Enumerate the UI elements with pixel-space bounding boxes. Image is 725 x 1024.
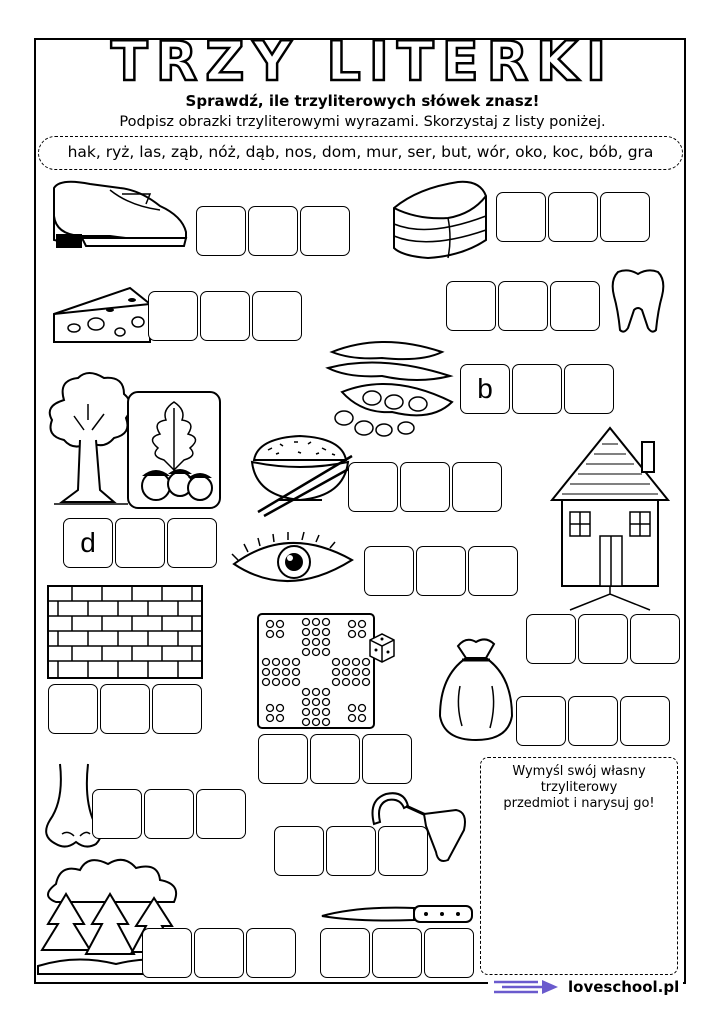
letter-box[interactable]: [152, 684, 202, 734]
letter-box[interactable]: [274, 826, 324, 876]
answer-row-cheese: [148, 291, 302, 341]
page-subtitle: Sprawdź, ile trzyliterowych słówek znasz!: [185, 92, 540, 110]
letter-box[interactable]: [446, 281, 496, 331]
page-title: TRZY LITERKI: [110, 30, 615, 93]
letter-box[interactable]: [362, 734, 412, 784]
eye-icon: [228, 530, 358, 594]
beans-icon: [322, 332, 458, 440]
letter-box[interactable]: [142, 928, 192, 978]
answer-row-beans: [460, 364, 614, 414]
letter-box[interactable]: [258, 734, 308, 784]
rice-bowl-icon: [248, 426, 358, 518]
answer-row-tooth: [446, 281, 600, 331]
letter-box[interactable]: [600, 192, 650, 242]
letter-box[interactable]: [468, 546, 518, 596]
answer-row-blanket: [496, 192, 650, 242]
letter-box[interactable]: d: [63, 518, 113, 568]
letter-box[interactable]: [148, 291, 198, 341]
letter-box[interactable]: [548, 192, 598, 242]
instruction-text: Podpisz obrazki trzyliterowymi wyrazami. Skorzystaj z listy poniżej.: [119, 114, 606, 130]
blanket-icon: [388, 178, 492, 264]
letter-box[interactable]: [378, 826, 428, 876]
letter-box[interactable]: [100, 684, 150, 734]
letter-box[interactable]: [424, 928, 474, 978]
letter-box[interactable]: [452, 462, 502, 512]
answer-row-eye: [364, 546, 518, 596]
letter-box[interactable]: [167, 518, 217, 568]
letter-box[interactable]: [416, 546, 466, 596]
letter-box[interactable]: [48, 684, 98, 734]
oak-leaf-icon: [126, 390, 222, 510]
answer-row-sack: [516, 696, 670, 746]
letter-box[interactable]: [326, 826, 376, 876]
answer-row-shoe: [196, 206, 350, 256]
letter-box[interactable]: [196, 206, 246, 256]
answer-row-forest: [142, 928, 296, 978]
draw-instruction-line: trzyliterowy: [540, 780, 618, 795]
draw-instruction-line: Wymyśl swój własny: [512, 764, 646, 779]
knife-icon: [318, 900, 478, 930]
letter-box[interactable]: [512, 364, 562, 414]
brand-name: loveschool.pl: [568, 978, 680, 996]
tree-icon: [44, 370, 136, 510]
letter-box[interactable]: [364, 546, 414, 596]
answer-row-hook: [274, 826, 428, 876]
letter-box[interactable]: [200, 291, 250, 341]
answer-row-game: [258, 734, 412, 784]
letter-box[interactable]: [568, 696, 618, 746]
letter-box[interactable]: [115, 518, 165, 568]
letter-box[interactable]: [194, 928, 244, 978]
board-game-icon: [256, 610, 398, 730]
letter-box[interactable]: [564, 364, 614, 414]
letter-box[interactable]: [92, 789, 142, 839]
cheese-icon: [50, 284, 154, 348]
house-icon: [548, 424, 672, 590]
letter-box[interactable]: [400, 462, 450, 512]
letter-box[interactable]: [144, 789, 194, 839]
pointer-lines: [560, 586, 660, 612]
letter-box[interactable]: [526, 614, 576, 664]
letter-box[interactable]: [310, 734, 360, 784]
tooth-icon: [608, 266, 668, 336]
letter-box[interactable]: [246, 928, 296, 978]
letter-box[interactable]: [496, 192, 546, 242]
draw-your-own-area[interactable]: [480, 757, 678, 975]
letter-box[interactable]: [248, 206, 298, 256]
letter-box[interactable]: [320, 928, 370, 978]
answer-row-oak: [63, 518, 217, 568]
answer-row-wall: [48, 684, 202, 734]
speed-arrow-icon: [492, 977, 562, 997]
answer-row-house: [526, 614, 680, 664]
shoe-icon: [50, 176, 190, 254]
answer-row-rice: [348, 462, 502, 512]
letter-box[interactable]: [516, 696, 566, 746]
letter-box[interactable]: [620, 696, 670, 746]
answer-row-knife: [320, 928, 474, 978]
letter-box[interactable]: [300, 206, 350, 256]
letter-box[interactable]: [372, 928, 422, 978]
answer-row-nose: [92, 789, 246, 839]
brick-wall-icon: [46, 584, 204, 680]
letter-box[interactable]: b: [460, 364, 510, 414]
letter-box[interactable]: [498, 281, 548, 331]
draw-instruction-line: przedmiot i narysuj go!: [503, 796, 655, 811]
letter-box[interactable]: [252, 291, 302, 341]
letter-box[interactable]: [630, 614, 680, 664]
brand-logo: [488, 976, 683, 998]
letter-box[interactable]: [196, 789, 246, 839]
letter-box[interactable]: [348, 462, 398, 512]
word-bank: hak, ryż, las, ząb, nóż, dąb, nos, dom, mur, ser, but, wór, oko, koc, bób, gra: [38, 136, 683, 170]
sack-icon: [436, 636, 516, 744]
letter-box[interactable]: [578, 614, 628, 664]
letter-box[interactable]: [550, 281, 600, 331]
